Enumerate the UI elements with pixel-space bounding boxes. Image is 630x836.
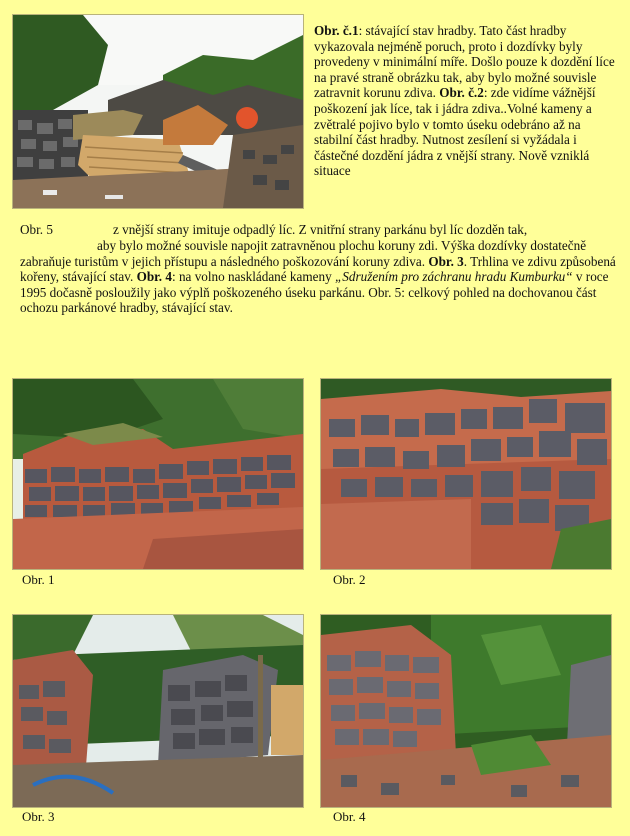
photo-obr3	[12, 614, 304, 808]
obr4-label: Obr. 4	[136, 269, 172, 285]
obr2-description: : zde vidíme vážnější poškození jak líce, tak i jádra zdiva..Volné kameny a zvětralé pojivo bylo v tomto úseku odebráno až na stabilní část hradby. Nutnost zesílení si vyžádala i částečné dozdění jádra z vnější strany. Nově vzniklá situace	[314, 85, 596, 179]
obr1-description: : stávající stav hradby. Tato část hradby vykazovala nejméně poruch, proto i dozdívky byly provedeny v minimální míře. Došlo pouze k dozdění líce na pravé straně obrázku tak, aby bylo možné souvisle zatravnit korunu zdiva.	[314, 23, 615, 101]
obr1-label: Obr. č.1	[314, 23, 359, 38]
obr5-description: z vnější strany imituje odpadlý líc. Z vnitřní strany parkánu byl líc dozděn tak,	[112, 222, 528, 237]
caption-obr1: Obr. 1	[22, 572, 55, 587]
obr4-description-b: v roce 1995 dočasně posloužily jako výplň poškozeného úseku parkánu. Obr. 5: celkový pohled na dochovanou část ochozu parkánové hradby, stávající stav.	[20, 269, 609, 316]
caption-obr3: Obr. 3	[22, 809, 55, 824]
photo-obr1	[12, 378, 304, 570]
obr3-description: . Trhlina ve zdivu způsobená kořeny, stávající stav.	[20, 253, 616, 285]
caption-obr2: Obr. 2	[333, 572, 366, 587]
paragraph-continuation: aby bylo možné souvisle napojit zatravněnou plochu koruny zdi. Výška dozdívky dostatečně zabraňuje turistům v jejich přístupu a následného poškozování koruny zdiva.	[20, 238, 587, 269]
obr5-inline-label: Obr. 5	[20, 222, 53, 237]
caption-obr4: Obr. 4	[333, 809, 366, 824]
text-top-right	[314, 23, 620, 179]
obr4-organisation: „Sdružením pro záchranu hradu Kumburku“	[334, 269, 573, 285]
photo-obr4	[320, 614, 612, 808]
obr4-description-a: : na volno naskládané kameny	[172, 269, 335, 285]
text-continuation	[20, 238, 620, 316]
photo-obr5	[12, 14, 304, 209]
obr2-label: Obr. č.2	[439, 85, 484, 101]
obr3-label: Obr. 3	[428, 253, 464, 269]
photo-obr2	[320, 378, 612, 570]
text-main-paragraph	[20, 222, 625, 238]
